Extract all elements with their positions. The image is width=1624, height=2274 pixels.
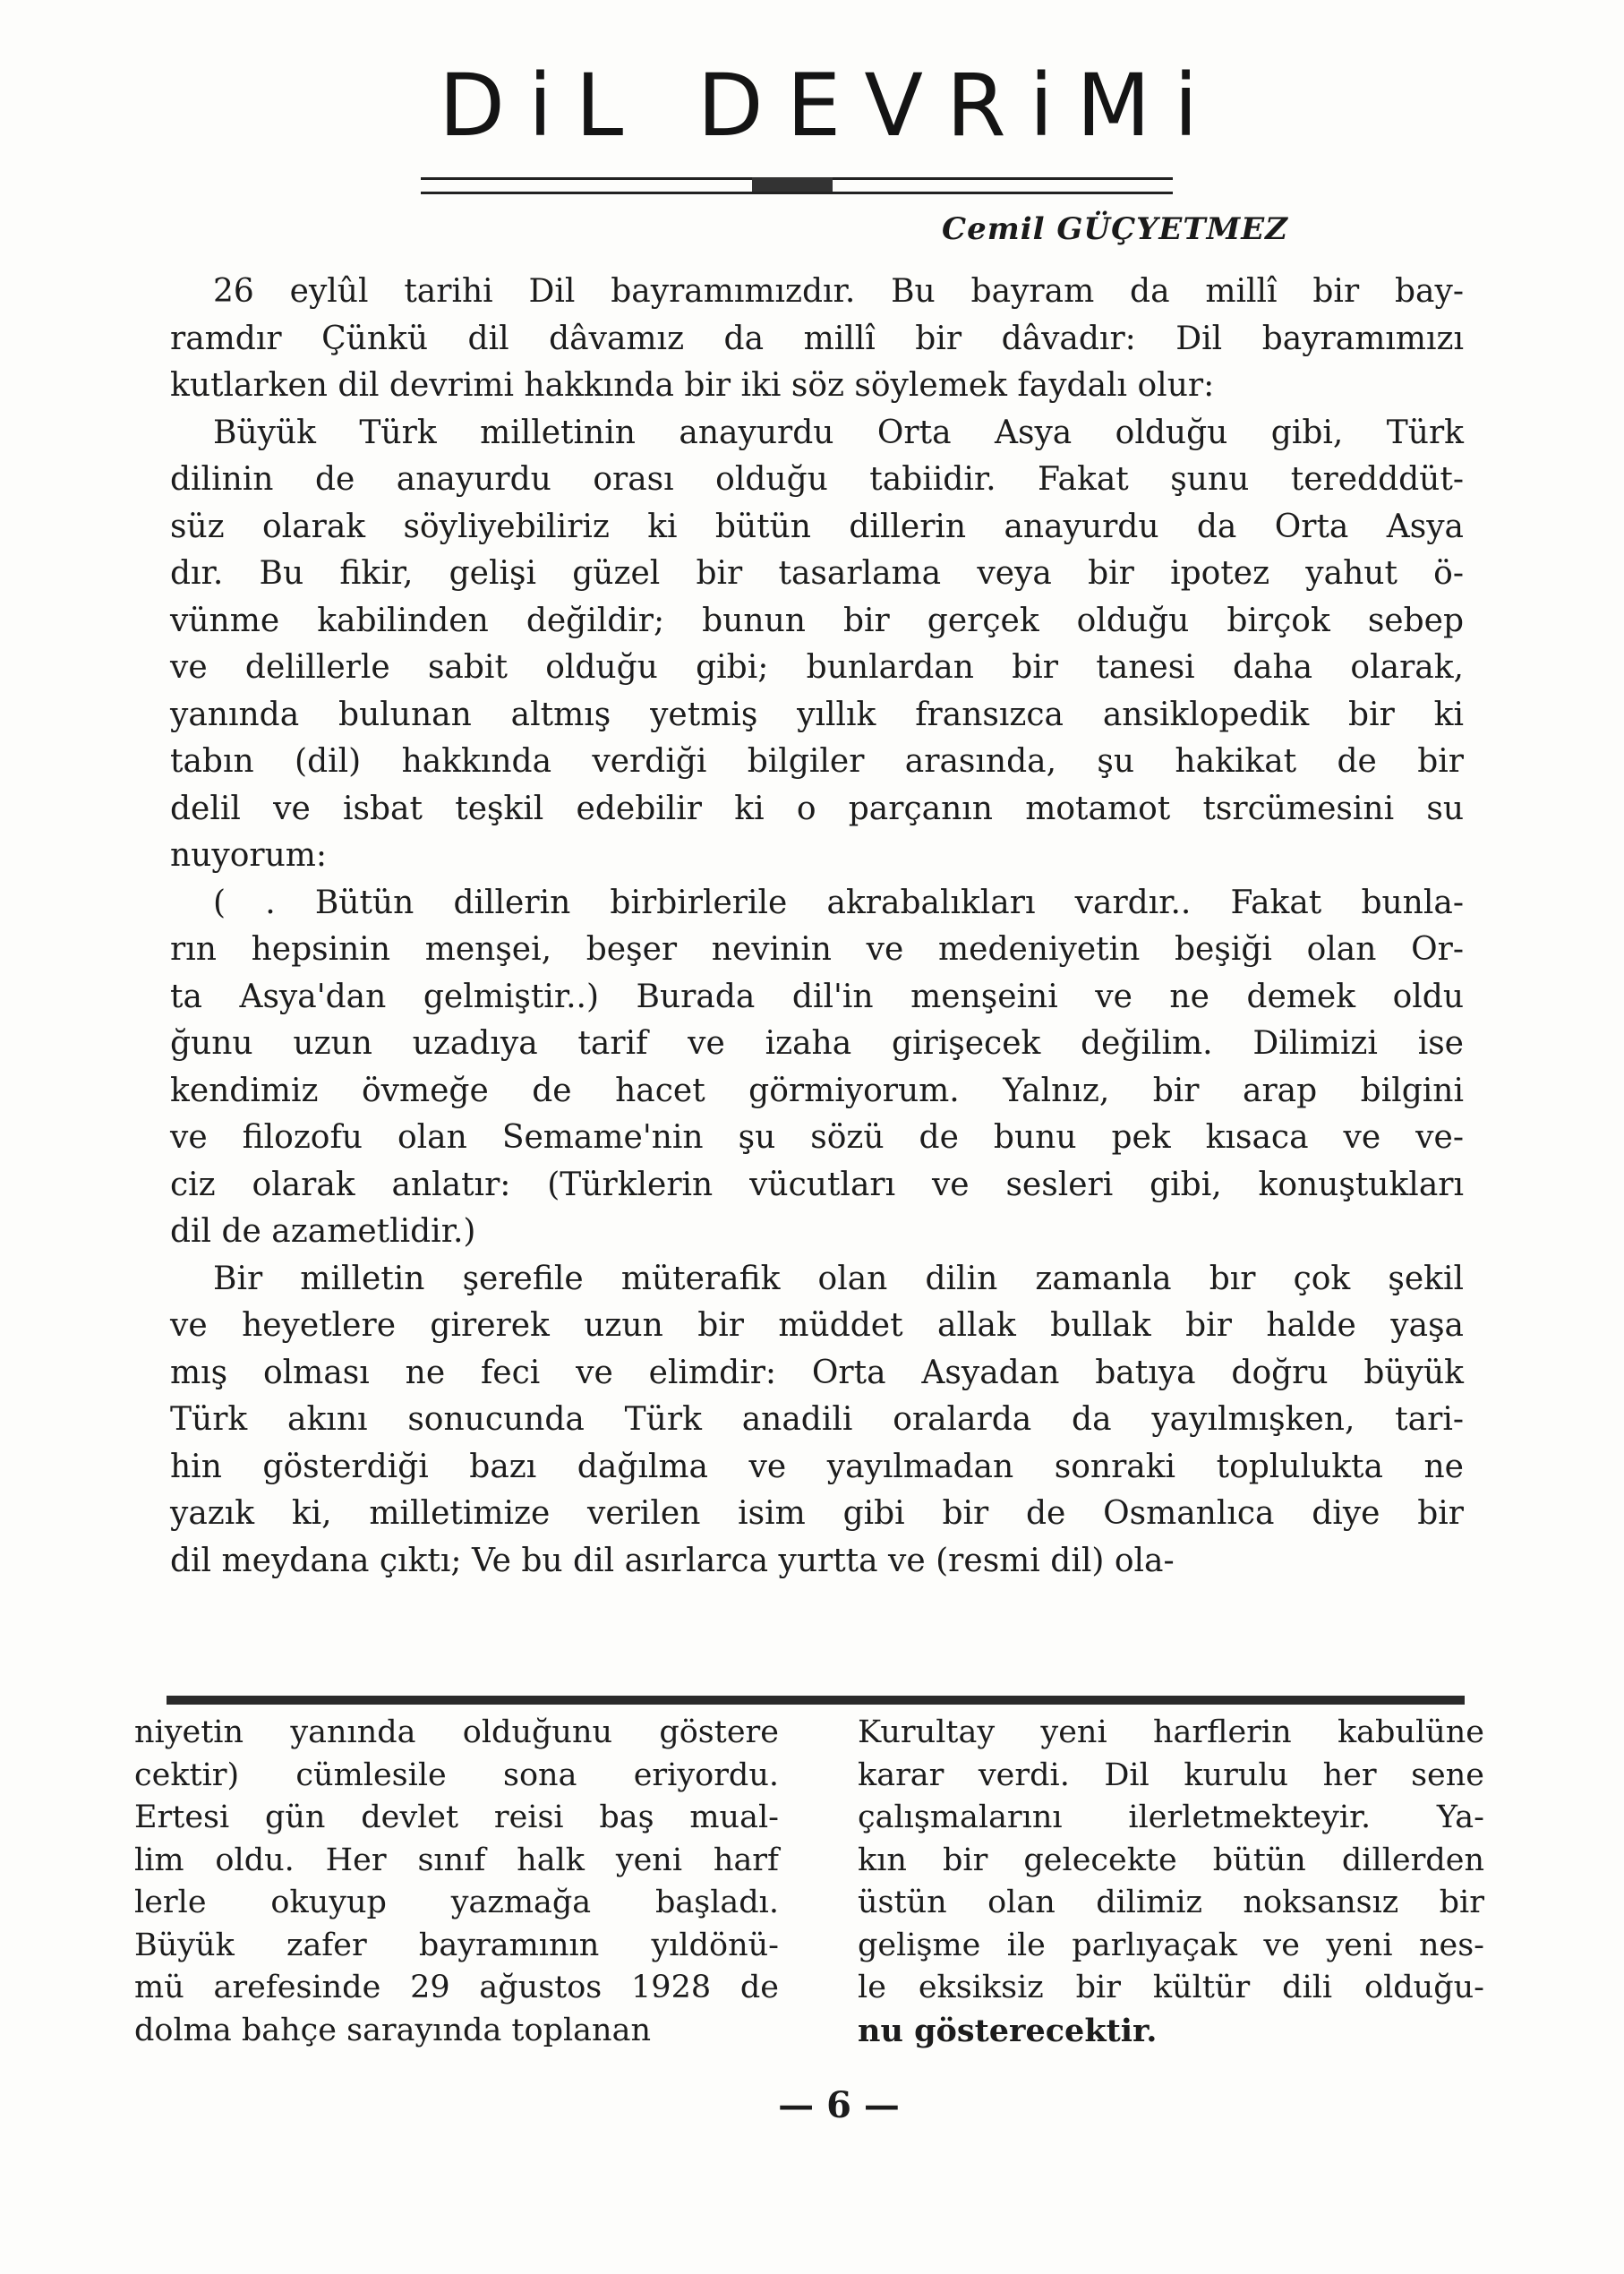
text-line: dil de azametlidir.) [170,1213,476,1250]
column-text-line: çalışmalarını ilerletmekteyir. Ya- [858,1800,1484,1835]
text-line: hin gösterdiği bazı dağılma ve yayılmadan sonraki toplulukta ne [170,1448,1464,1485]
text-line: ve delillerle sabit olduğu gibi; bunlardan bir tanesi daha olarak, [170,649,1464,686]
column-text-line: nu gösterecektir. [858,2012,1158,2049]
right-column [858,1712,1484,2052]
text-line: Türk akını sonucunda Türk anadili oralarda da yayılmışken, tari- [170,1401,1464,1438]
text-line: dır. Bu fikir, gelişi güzel bir tasarlama veya bir ipotez yahut ö- [170,555,1464,592]
text-line: kutlarken dil devrimi hakkında bir iki söz söylemek faydalı olur: [170,367,1215,404]
column-text-line: karar verdi. Dil kurulu her sene [858,1757,1484,1793]
paragraph [170,1256,1464,1586]
text-line: vünme kabilinden değildir; bunun bir gerçek olduğu birçok sebep [170,602,1464,639]
text-line: ğunu uzun uzadıya tarif ve izaha girişecek değilim. Dilimizi ise [170,1025,1464,1062]
title-double-rule [421,177,1173,197]
text-line: ve heyetlere girerek uzun bir müddet allak bullak bir halde yaşa [170,1307,1464,1344]
text-line: yazık ki, milletimize verilen isim gibi bir de Osmanlıca diye bir [170,1495,1464,1532]
text-line: yanında bulunan altmış yetmiş yıllık fransızca ansiklopedik bir ki [170,696,1464,733]
column-text-line: mü arefesinde 29 ağustos 1928 de [134,1970,779,2005]
column-text-line: dolma bahçe sarayında toplanan [134,2012,651,2048]
text-line: rın hepsinin menşei, beşer nevinin ve medeniyetin beşiği olan Or- [170,931,1464,968]
paragraph [170,880,1464,1256]
column-text-line: gelişme ile parlıyaçak ve yeni nes- [858,1927,1484,1963]
text-line: ( . Bütün dillerin birbirlerile akrabalıkları vardır.. Fakat bunla- [213,884,1464,921]
column-text-line: Kurultay yeni harflerin kabulüne [858,1714,1484,1750]
text-line: Büyük Türk milletinin anayurdu Orta Asya olduğu gibi, Türk [213,414,1464,451]
column-text-line: Ertesi gün devlet reisi baş mual- [134,1800,779,1835]
text-line: ciz olarak anlatır: (Türklerin vücutları ve sesleri gibi, konuştukları [170,1166,1464,1203]
text-line: delil ve isbat teşkil edebilir ki o parçanın motamot tsrcümesini su [170,790,1464,827]
text-line: kendimiz övmeğe de hacet görmiyorum. Yalnız, bir arap bilgini [170,1072,1464,1109]
column-text-line: cektir) cümlesile sona eriyordu. [134,1757,779,1793]
column-text-line: kın bir gelecekte bütün dillerden [858,1842,1484,1878]
column-text-line: Büyük zafer bayramının yıldönü- [134,1927,779,1963]
text-line: dil meydana çıktı; Ve bu dil asırlarca yurtta ve (resmi dil) ola- [170,1542,1175,1579]
text-line: Bir milletin şerefile müterafik olan dilin zamanla bır çok şekil [213,1260,1464,1297]
text-line: süz olarak söyliyebiliriz ki bütün dillerin anayurdu da Orta Asya [170,508,1464,545]
rule-line-bottom [421,192,1173,194]
column-text-line: lerle okuyup yazmağa başladı. [134,1885,779,1920]
text-line: tabın (dil) hakkında verdiği bilgiler arasında, şu hakikat de bir [170,743,1464,780]
page-number: — 6 — [778,2084,900,2126]
paragraph [170,269,1464,410]
text-line: ramdır Çünkü dil dâvamız da millî bir dâvadır: Dil bayramımızı [170,320,1464,357]
text-line: 26 eylûl tarihi Dil bayramımızdır. Bu bayram da millî bir bay- [213,273,1464,310]
column-text-line: lim oldu. Her sınıf halk yeni harf [134,1842,779,1878]
article-body [170,269,1464,1585]
text-line: ta Asya'dan gelmiştir..) Burada dil'in menşeini ve ne demek oldu [170,978,1464,1015]
text-line: mış olması ne feci ve elimdir: Orta Asyadan batıya doğru büyük [170,1354,1464,1391]
column-separator-rule [167,1696,1465,1705]
article-title: DiL DEVRiMi [439,56,1221,156]
left-column [134,1712,779,2052]
column-text-line: le eksiksiz bir kültür dili olduğu- [858,1970,1484,2005]
column-text-line: niyetin yanında olduğunu göstere [134,1714,779,1750]
paragraph [170,410,1464,880]
text-line: ve filozofu olan Semame'nin şu sözü de bunu pek kısaca ve ve- [170,1119,1464,1156]
author-name: Cemil GÜÇYETMEZ [942,211,1288,247]
column-text-line: üstün olan dilimiz noksansız bir [858,1885,1484,1920]
text-line: dilinin de anayurdu orası olduğu tabiidir. Fakat şunu teredddüt- [170,461,1464,498]
text-line: nuyorum: [170,837,328,874]
